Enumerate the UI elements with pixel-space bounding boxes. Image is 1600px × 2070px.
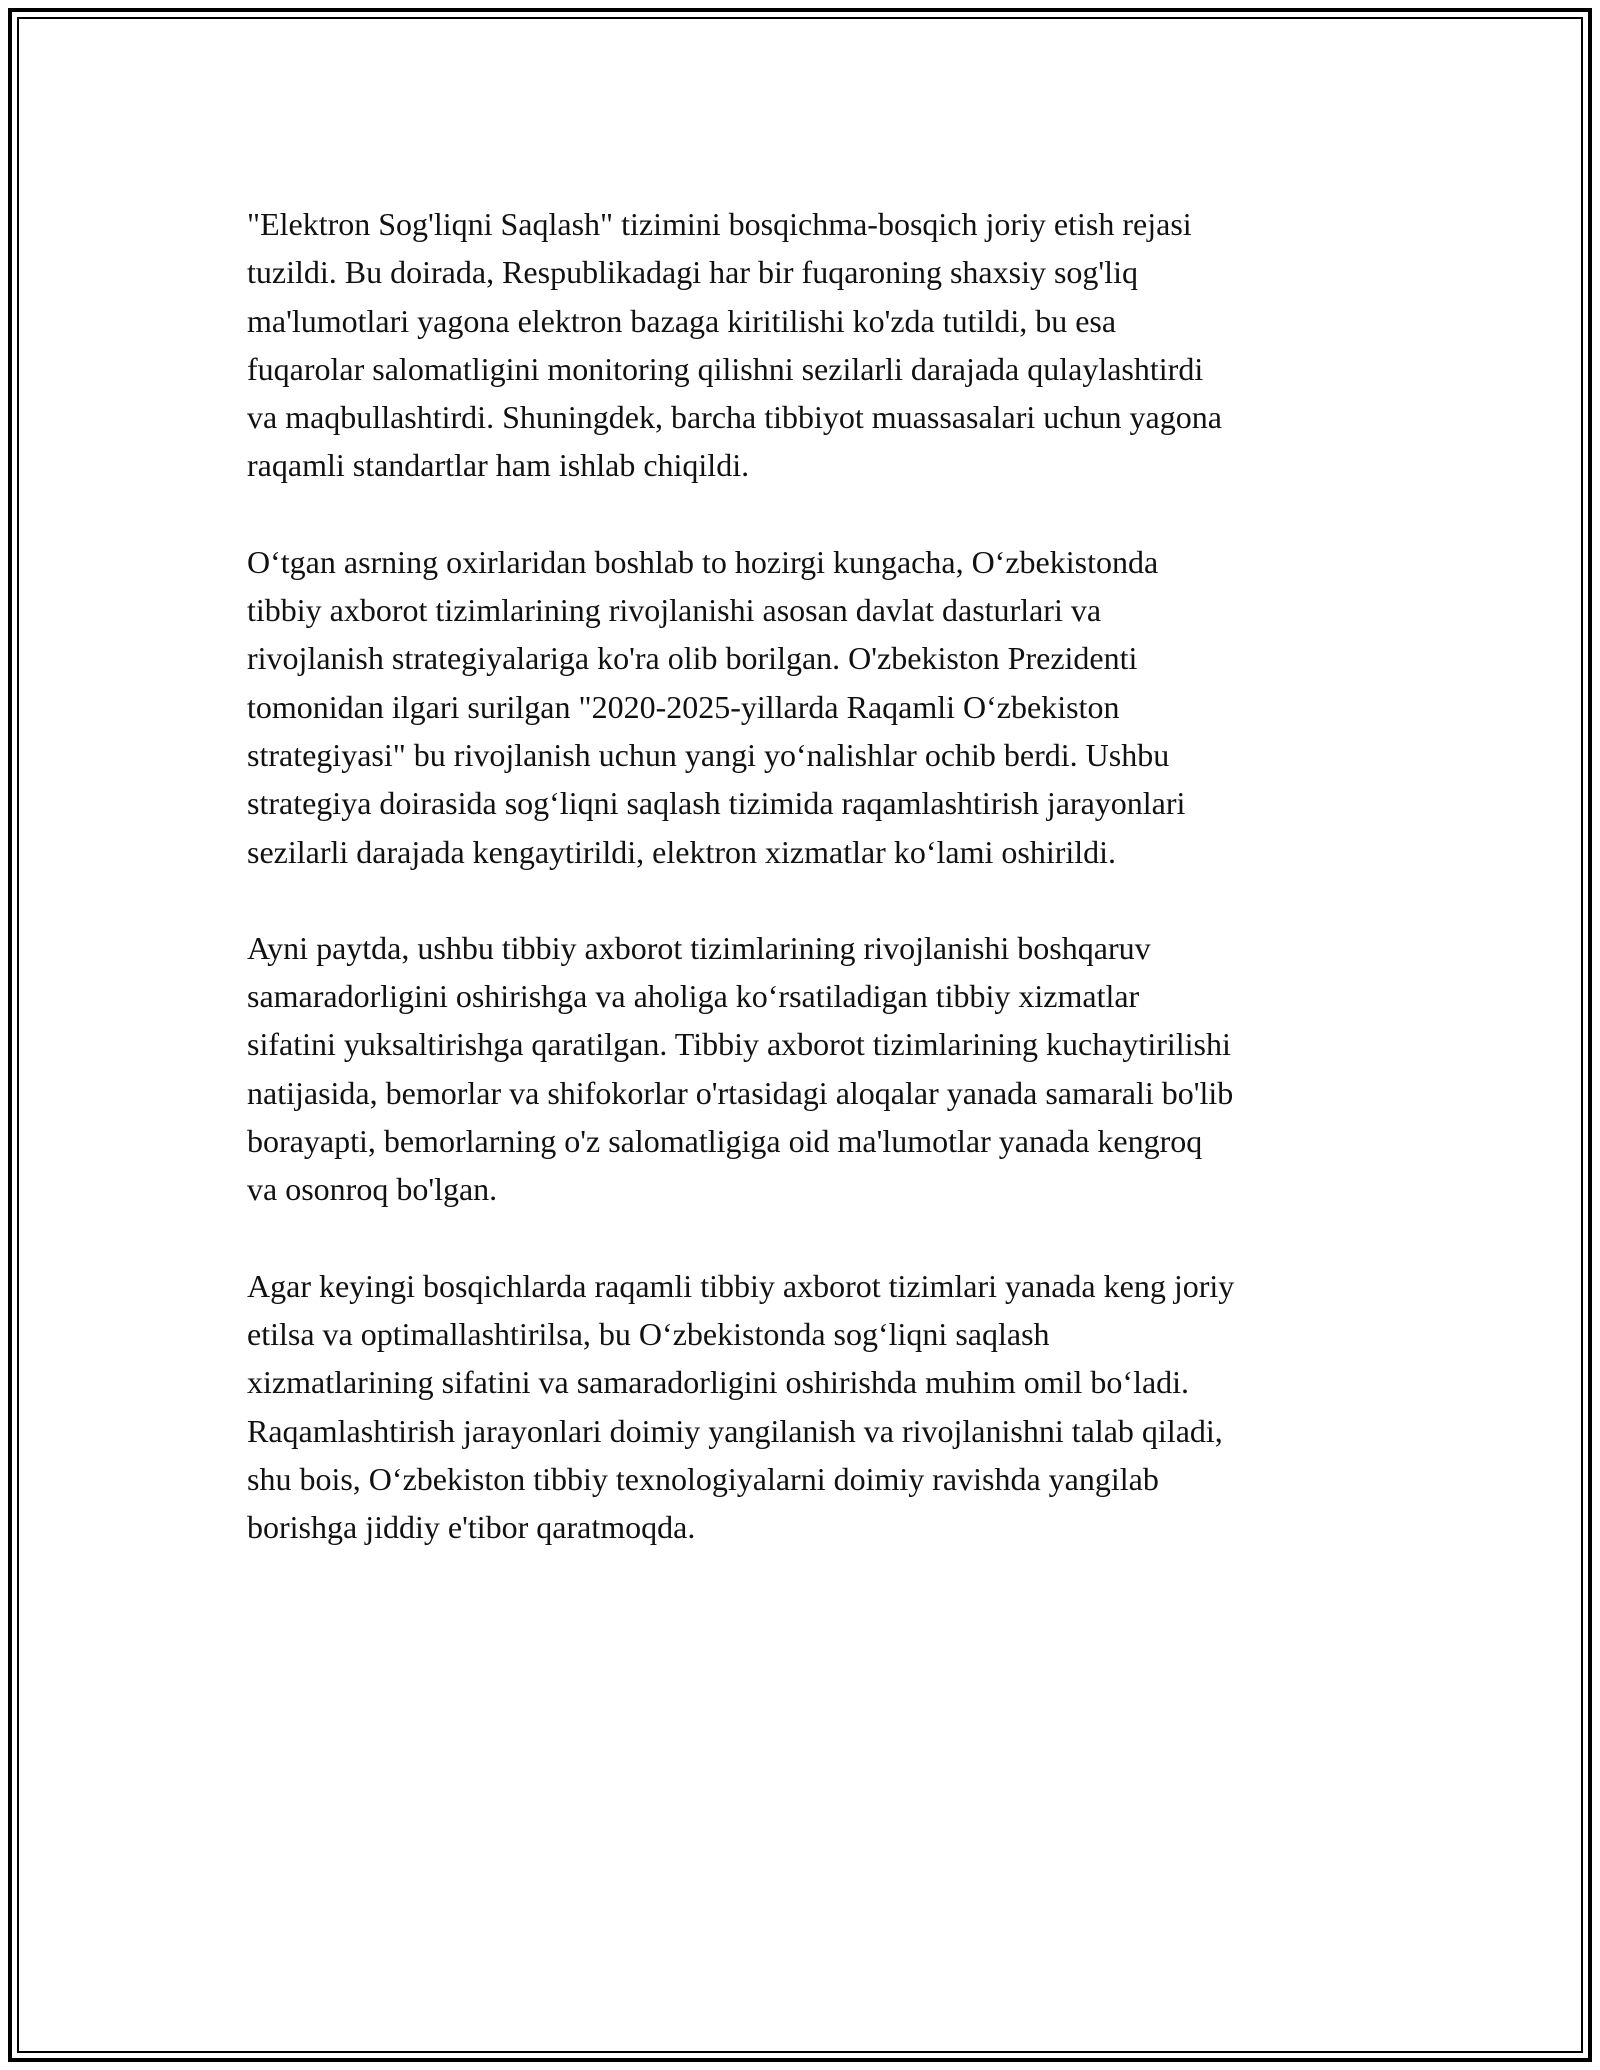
- paragraph-3: Ayni paytda, ushbu tibbiy axborot tizimlarining rivojlanishi boshqaruv samaradorligini oshirishga va aholiga ko‘rsatiladigan tibbiy xizmatlar sifatini yuksaltirishga qaratilgan. Tibbiy axborot tizimlarining kuchaytirilishi natijasida, bemorlar va shifokorlar o'rtasidagi aloqalar yanada samarali bo'lib borayapti, bemorlarning o'z salomatligiga oid ma'lumotlar yanada kengroq va osonroq bo'lgan.: [247, 929, 1234, 1208]
- document-body: [247, 200, 1407, 1599]
- paragraph-1: "Elektron Sog'liqni Saqlash" tizimini bosqichma-bosqich joriy etish rejasi tuzildi. Bu doirada, Respublikadagi har bir fuqaroning shaxsiy sog'liq ma'lumotlari yagona elektron bazaga kiritilishi ko'zda tutildi, bu esa fuqarolar salomatligini monitoring qilishni sezilarli darajada qulaylashtirdi va maqbullashtirdi. Shuningdek, barcha tibbiyot muassasalari uchun yagona raqamli standartlar ham ishlab chiqildi.: [247, 206, 1222, 484]
- paragraph-2: O‘tgan asrning oxirlaridan boshlab to hozirgi kungacha, O‘zbekistonda tibbiy axborot tizimlarining rivojlanishi asosan davlat dasturlari va rivojlanish strategiyalariga ko'ra olib borilgan. O'zbekiston Prezidenti tomonidan ilgari surilgan "2020-2025-yillarda Raqamli O‘zbekiston strategiyasi" bu rivojlanish uchun yangi yo‘nalishlar ochib berdi. Ushbu strategiya doirasida sog‘liqni saqlash tizimida raqamlashtirish jarayonlari sezilarli darajada kengaytirildi, elektron xizmatlar ko‘lami oshirildi.: [247, 543, 1186, 870]
- page-frame: [8, 8, 1592, 2062]
- paragraph-4: Agar keyingi bosqichlarda raqamli tibbiy axborot tizimlari yanada keng joriy etilsa va optimallashtirilsa, bu O‘zbekistonda sog‘liqni saqlash xizmatlarining sifatini va samaradorligini oshirishda muhim omil bo‘ladi. Raqamlashtirish jarayonlari doimiy yangilanish va rivojlanishni talab qiladi, shu bois, O‘zbekiston tibbiy texnologiyalarni doimiy ravishda yangilab borishga jiddiy e'tibor qaratmoqda.: [247, 1267, 1235, 1546]
